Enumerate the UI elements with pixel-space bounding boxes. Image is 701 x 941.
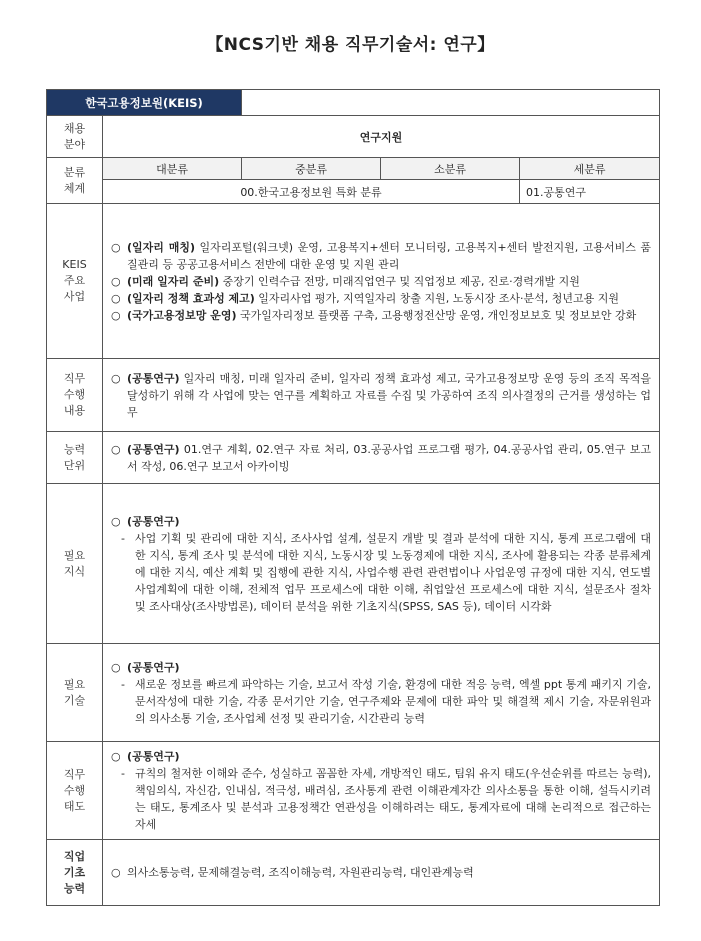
class-sub-value: 01.공통연구	[520, 180, 660, 204]
dash-icon: -	[121, 767, 125, 780]
duty-content	[103, 359, 660, 432]
unit-label: 능력 단위	[47, 432, 103, 484]
unit-row	[47, 432, 660, 484]
business-content	[103, 204, 660, 359]
unit-title: (공통연구)	[127, 442, 180, 456]
knowledge-heading: (공통연구)	[127, 514, 180, 528]
business-item-text: 중장기 인력수급 전망, 미래직업연구 및 직업정보 제공, 진로·경력개발 지원	[219, 274, 580, 288]
business-item	[111, 290, 651, 307]
class-header-major: 대분류	[103, 158, 242, 180]
field-value: 연구지원	[103, 116, 660, 158]
field-row	[47, 116, 660, 158]
basic-row	[47, 840, 660, 906]
bullet-icon: ○	[111, 660, 121, 674]
basic-label: 직업 기초 능력	[47, 840, 103, 906]
class-header-minor: 소분류	[381, 158, 520, 180]
business-item-text: 일자리포털(워크넷) 운영, 고용복지+센터 모니터링, 고용복지+센터 발전지원, 고용서비스 품질관리 등 공공고용서비스 전반에 대한 운영 및 지원 관리	[127, 240, 652, 271]
skill-heading: (공통연구)	[127, 660, 180, 674]
knowledge-text: 사업 기획 및 관리에 대한 지식, 조사사업 설계, 설문지 개발 및 결과 분석에 대한 지식, 통계 프로그램에 대한 지식, 통계 조사 및 분석에 대한 지식, 노동시장 및 노동경제에 대한 지식, 조사에 활용되는 각종 분류체계에 대한 지식, 예산 계획 및 집행에 관한 지식, 사업수행 관련 관련법이나 사업운영 규정에 대한 지식, 연도별 사업계획에 대한 이해, 전체적 업무 프로세스에 대한 이해, 취업알선 프로세스에 대한 지식, 설문조사 절차 및 조사대상(조사방법론), 데이터 분석을 위한 기초지식(SPSS, SAS 등), 데이터 시각화	[135, 531, 652, 613]
bullet-icon: ○	[111, 308, 121, 322]
business-item	[111, 239, 651, 273]
skill-text: 새로운 정보를 빠르게 파악하는 기술, 보고서 작성 기술, 환경에 대한 적응 능력, 엑셀 ppt 통계 패키지 기술, 문서작성에 대한 기술, 각종 문서기안 기술, 연구주제와 문제에 대한 파악 및 해결책 제시 기술, 자문위원과의 의사소통 기술, 조사업체 선정 및 관리기술, 시간관리 능력	[135, 677, 652, 725]
job-description-table	[46, 89, 660, 906]
document-title: 【NCS기반 채용 직무기술서: 연구】	[206, 35, 495, 55]
skill-label: 필요 기술	[47, 644, 103, 742]
business-item-text: 일자리사업 평가, 지역일자리 창출 지원, 노동시장 조사·분석, 청년고용 지원	[254, 291, 620, 305]
attitude-label: 직무 수행 태도	[47, 742, 103, 840]
bullet-icon: ○	[111, 240, 121, 254]
unit-content	[103, 432, 660, 484]
business-item-text: 국가일자리정보 플랫폼 구축, 고용행정전산망 운영, 개인정보보호 및 정보보안 강화	[236, 308, 637, 322]
duty-row	[47, 359, 660, 432]
basic-text: 의사소통능력, 문제해결능력, 조직이해능력, 자원관리능력, 대인관계능력	[127, 866, 474, 879]
org-header-row	[47, 90, 660, 116]
business-item-title: (미래 일자리 준비)	[127, 274, 220, 288]
class-header-detail: 세분류	[520, 158, 660, 180]
knowledge-row	[47, 484, 660, 644]
bullet-icon: ○	[111, 291, 121, 305]
business-item-title: (국가고용정보망 운영)	[127, 308, 237, 322]
attitude-row	[47, 742, 660, 840]
knowledge-content	[103, 484, 660, 644]
bullet-icon: ○	[111, 274, 121, 288]
business-label: KEIS 주요 사업	[47, 204, 103, 359]
duty-text: 일자리 매칭, 미래 일자리 준비, 일자리 정책 효과성 제고, 국가고용정보망 운영 등의 조직 목적을 달성하기 위해 각 사업에 맞는 연구를 계획하고 자료를 수집 및 가공하여 조직 의사결정의 근거를 생성하는 업무	[127, 371, 652, 419]
bullet-icon: ○	[111, 514, 121, 528]
attitude-text: 규칙의 철저한 이해와 준수, 성실하고 꼼꼼한 자세, 개방적인 태도, 팀워 유지 태도(우선순위를 따르는 능력), 책임의식, 자신감, 인내심, 적극성, 배려심, 조사통계 관련 이해관계자간 의사소통을 통한 이해, 설득시키려는 태도, 통계조사 및 분석과 고용정책간 연관성을 이해하려는 태도, 통계자료에 대해 논리적으로 접근하는 자세	[135, 767, 652, 831]
bullet-icon: ○	[111, 866, 121, 879]
dash-icon: -	[121, 531, 125, 545]
skill-content	[103, 644, 660, 742]
business-item	[111, 307, 651, 324]
bullet-icon: ○	[111, 442, 121, 456]
org-name: 한국고용정보원(KEIS)	[47, 90, 242, 116]
basic-content	[103, 840, 660, 906]
attitude-heading: (공통연구)	[127, 750, 180, 763]
business-item-title: (일자리 매칭)	[127, 240, 196, 254]
skill-row	[47, 644, 660, 742]
class-main-value: 00.한국고용정보원 특화 분류	[103, 180, 520, 204]
unit-text: 01.연구 계획, 02.연구 자료 처리, 03.공공사업 프로그램 평가, 04.공공사업 관리, 05.연구 보고서 작성, 06.연구 보고서 아카이빙	[127, 442, 652, 473]
duty-label: 직무 수행 내용	[47, 359, 103, 432]
knowledge-label: 필요 지식	[47, 484, 103, 644]
class-header-middle: 중분류	[242, 158, 381, 180]
duty-title: (공통연구)	[127, 371, 180, 385]
business-item-title: (일자리 정책 효과성 제고)	[127, 291, 255, 305]
class-value-row	[47, 180, 660, 204]
field-label: 채용 분야	[47, 116, 103, 158]
bullet-icon: ○	[111, 750, 121, 763]
org-header-empty	[242, 90, 660, 116]
class-label: 분류 체계	[47, 158, 103, 204]
class-header-row	[47, 158, 660, 180]
dash-icon: -	[121, 677, 125, 691]
attitude-content	[103, 742, 660, 840]
bullet-icon: ○	[111, 371, 121, 385]
business-row	[47, 204, 660, 359]
business-item	[111, 273, 651, 290]
